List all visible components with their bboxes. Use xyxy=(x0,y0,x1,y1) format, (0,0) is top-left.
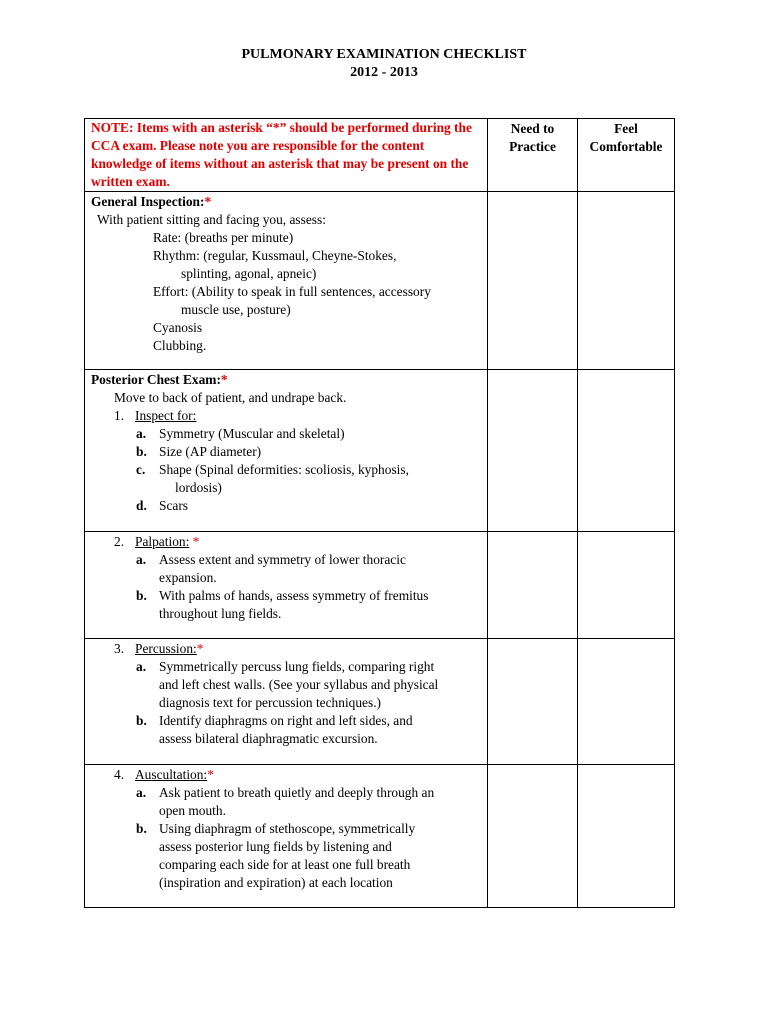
item-letter: b. xyxy=(136,713,147,728)
item-line: assess bilateral diaphragmatic excursion. xyxy=(159,731,378,746)
posterior-chest-cell xyxy=(85,370,488,532)
feel-comfortable-checkbox-cell[interactable] xyxy=(578,370,675,532)
need-to-label: Need to xyxy=(510,121,555,136)
item-letter: d. xyxy=(136,498,147,513)
item-letter: a. xyxy=(136,785,147,800)
inspect-for-label: Inspect for: xyxy=(135,408,197,423)
need-to-practice-checkbox-cell[interactable] xyxy=(488,192,578,370)
item-line: Using diaphragm of stethoscope, symmetrically xyxy=(159,821,416,836)
item-line: Assess extent and symmetry of lower thoracic xyxy=(159,552,406,567)
practice-label: Practice xyxy=(509,139,556,154)
posterior-chest-row xyxy=(85,370,675,532)
item-line: throughout lung fields. xyxy=(159,606,282,621)
general-line: Cyanosis xyxy=(153,320,203,335)
item-letter: b. xyxy=(136,444,147,459)
feel-comfortable-header xyxy=(578,119,675,192)
general-line: Effort: (Ability to speak in full sentences, accessory xyxy=(153,284,431,299)
feel-comfortable-checkbox-cell[interactable] xyxy=(578,192,675,370)
general-line: Rhythm: (regular, Kussmaul, Cheyne-Stokes, xyxy=(153,248,397,263)
item-line: Shape (Spinal deformities: scoliosis, kyphosis, xyxy=(159,462,409,477)
general-inspection-heading: General Inspection:* xyxy=(91,194,212,209)
step-number: 3. xyxy=(114,641,125,656)
need-to-practice-header xyxy=(488,119,578,192)
item-line: Scars xyxy=(159,498,189,513)
feel-comfortable-checkbox-cell[interactable] xyxy=(578,532,675,639)
comfortable-label: Comfortable xyxy=(589,139,663,154)
asterisk: * xyxy=(192,534,200,549)
need-to-practice-checkbox-cell[interactable] xyxy=(488,532,578,639)
asterisk: * xyxy=(196,641,204,656)
feel-comfortable-checkbox-cell[interactable] xyxy=(578,765,675,908)
item-line: lordosis) xyxy=(175,480,222,495)
palpation-cell xyxy=(85,532,488,639)
general-line: Clubbing. xyxy=(153,338,207,353)
item-line: Identify diaphragms on right and left sides, and xyxy=(159,713,413,728)
percussion-row xyxy=(85,639,675,765)
item-line: diagnosis text for percussion techniques.) xyxy=(159,695,382,710)
step-number: 4. xyxy=(114,767,125,782)
percussion-heading: Percussion:* xyxy=(135,641,204,656)
asterisk: * xyxy=(204,194,212,209)
palpation-heading: Palpation: * xyxy=(135,534,200,549)
auscultation-heading: Auscultation:* xyxy=(135,767,214,782)
item-letter: a. xyxy=(136,426,147,441)
posterior-intro: Move to back of patient, and undrape back. xyxy=(114,390,347,405)
general-line: splinting, agonal, apneic) xyxy=(181,266,317,281)
item-letter: a. xyxy=(136,659,147,674)
item-line: assess posterior lung fields by listening and xyxy=(159,839,392,854)
need-to-practice-checkbox-cell[interactable] xyxy=(488,765,578,908)
note-cell xyxy=(85,119,488,192)
item-line: expansion. xyxy=(159,570,217,585)
posterior-chest-heading: Posterior Chest Exam:* xyxy=(91,372,228,387)
general-inspection-row xyxy=(85,192,675,370)
checklist-table xyxy=(84,118,675,908)
item-line: and left chest walls. (See your syllabus and physical xyxy=(159,677,439,692)
item-line: Symmetry (Muscular and skeletal) xyxy=(159,426,345,441)
item-letter: b. xyxy=(136,821,147,836)
step-number: 1. xyxy=(114,408,125,423)
general-line: Rate: (breaths per minute) xyxy=(153,230,294,245)
item-line: (inspiration and expiration) at each location xyxy=(159,875,393,890)
palpation-row xyxy=(85,532,675,639)
need-to-practice-checkbox-cell[interactable] xyxy=(488,639,578,765)
auscultation-row xyxy=(85,765,675,908)
general-inspection-cell xyxy=(85,192,488,370)
feel-label: Feel xyxy=(614,121,638,136)
note-text: NOTE: Items with an asterisk “*” should be performed during the CCA exam. Please note you are responsible for the content knowledge of items without an asterisk that may be present on the written exam. xyxy=(91,120,472,189)
step-number: 2. xyxy=(114,534,125,549)
item-line: With palms of hands, assess symmetry of fremitus xyxy=(159,588,429,603)
header-row xyxy=(85,119,675,192)
item-letter: c. xyxy=(136,462,146,477)
item-line: open mouth. xyxy=(159,803,226,818)
general-line: muscle use, posture) xyxy=(181,302,291,317)
need-to-practice-checkbox-cell[interactable] xyxy=(488,370,578,532)
document-year: 2012 - 2013 xyxy=(350,65,418,80)
document-title: PULMONARY EXAMINATION CHECKLIST xyxy=(241,47,527,62)
item-letter: b. xyxy=(136,588,147,603)
auscultation-cell xyxy=(85,765,488,908)
asterisk: * xyxy=(207,767,214,782)
item-line: Ask patient to breath quietly and deeply through an xyxy=(159,785,435,800)
feel-comfortable-checkbox-cell[interactable] xyxy=(578,639,675,765)
percussion-cell xyxy=(85,639,488,765)
item-line: Symmetrically percuss lung fields, comparing right xyxy=(159,659,435,674)
item-letter: a. xyxy=(136,552,147,567)
general-intro: With patient sitting and facing you, assess: xyxy=(97,212,326,227)
item-line: comparing each side for at least one full breath xyxy=(159,857,411,872)
asterisk: * xyxy=(220,372,228,387)
item-line: Size (AP diameter) xyxy=(159,444,262,459)
